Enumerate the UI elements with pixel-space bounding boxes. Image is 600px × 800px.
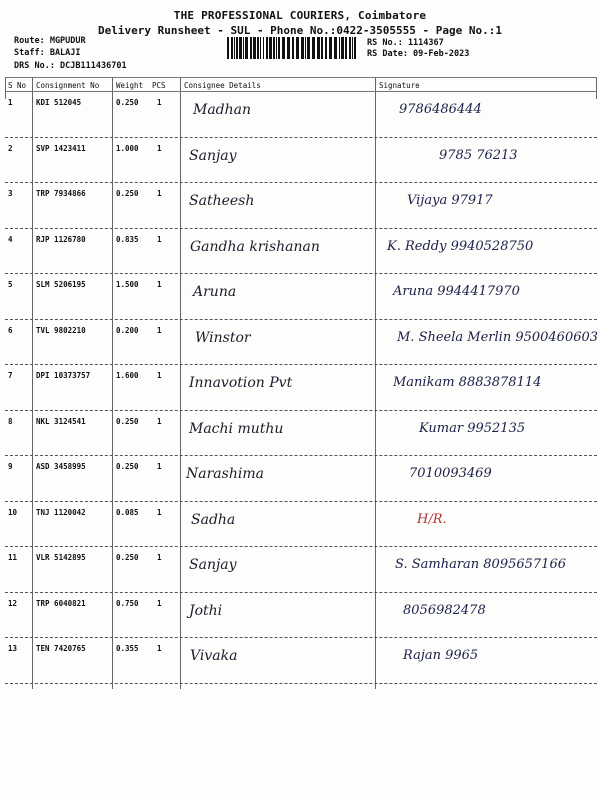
row-consignment-no: KDI 512045 bbox=[36, 98, 82, 107]
row-consignment-no: TNJ 1120042 bbox=[36, 507, 86, 517]
row-consignment-no: TEN 7420765 bbox=[36, 644, 86, 653]
barcode-bar bbox=[334, 37, 337, 59]
row-sno: 1 bbox=[8, 98, 13, 107]
runsheet-title: THE PROFESSIONAL COURIERS, Coimbatore bbox=[173, 9, 427, 22]
row-signature: 9785 76213 bbox=[439, 147, 518, 163]
row-consignee: Narashima bbox=[186, 466, 264, 482]
barcode-bar bbox=[234, 37, 235, 59]
row-weight: 1.500 bbox=[116, 280, 139, 289]
barcode-bar bbox=[341, 37, 344, 59]
row-divider bbox=[5, 364, 597, 365]
row-divider bbox=[5, 592, 597, 593]
drs-number: DRS No.: DCJB111436701 bbox=[14, 61, 127, 71]
row-sno: 6 bbox=[8, 325, 13, 335]
row-pcs: 1 bbox=[157, 325, 162, 335]
row-consignment-no: NKL 3124541 bbox=[36, 416, 86, 426]
row-sno: 7 bbox=[8, 371, 13, 380]
row-divider bbox=[5, 410, 597, 411]
barcode-bar bbox=[287, 37, 290, 59]
barcode-bar bbox=[321, 37, 323, 59]
barcode-bar bbox=[345, 37, 347, 59]
row-pcs: 1 bbox=[157, 280, 162, 289]
row-weight: 0.250 bbox=[116, 462, 139, 471]
row-consignee: Sanjay bbox=[189, 147, 237, 164]
barcode-bar bbox=[325, 37, 327, 59]
row-pcs: 1 bbox=[157, 234, 162, 244]
row-sno: 12 bbox=[8, 598, 18, 608]
row-sno: 2 bbox=[8, 143, 13, 153]
row-weight: 0.250 bbox=[116, 416, 139, 426]
row-consignment-no: DPI 10373757 bbox=[36, 371, 91, 380]
row-divider bbox=[5, 273, 597, 274]
barcode-bar bbox=[257, 37, 259, 59]
row-consignee: Jothi bbox=[189, 602, 223, 619]
row-weight: 0.835 bbox=[116, 234, 139, 244]
barcode-bar bbox=[263, 37, 264, 59]
row-consignee: Innavotion Pvt bbox=[189, 375, 293, 391]
row-sno: 5 bbox=[8, 280, 13, 289]
rs-date: RS Date: 09-Feb-2023 bbox=[367, 49, 470, 59]
row-pcs: 1 bbox=[157, 189, 162, 198]
row-pcs: 1 bbox=[157, 644, 162, 653]
row-signature: M. Sheela Merlin 9500460603 bbox=[397, 329, 599, 345]
row-signature: 8056982478 bbox=[403, 602, 486, 618]
barcode-bar bbox=[278, 37, 280, 59]
barcode-bar bbox=[329, 37, 332, 59]
barcode-bar bbox=[250, 37, 252, 59]
barcode-bar bbox=[253, 37, 256, 59]
barcode-bar bbox=[245, 37, 248, 59]
barcode-bar bbox=[266, 37, 268, 59]
col-sno: S No bbox=[8, 81, 27, 90]
row-consignee: Sadha bbox=[191, 511, 236, 528]
row-signature: Kumar 9952135 bbox=[419, 420, 526, 436]
row-consignee: Satheesh bbox=[189, 193, 255, 209]
barcode-bar bbox=[243, 37, 244, 59]
barcode-bar bbox=[352, 37, 353, 59]
barcode-bar bbox=[301, 37, 304, 59]
row-weight: 1.000 bbox=[116, 143, 139, 153]
barcode-image bbox=[227, 37, 357, 59]
barcode-bar bbox=[317, 37, 320, 59]
barcode-bar bbox=[276, 37, 277, 59]
row-consignee: Vivaka bbox=[190, 648, 238, 664]
row-sno: 10 bbox=[8, 507, 18, 517]
row-sno: 13 bbox=[8, 644, 18, 653]
row-sno: 4 bbox=[8, 234, 13, 244]
row-divider bbox=[5, 228, 597, 229]
row-pcs: 1 bbox=[157, 416, 162, 426]
row-divider bbox=[5, 683, 597, 684]
row-signature: H/R. bbox=[417, 511, 447, 527]
barcode-bar bbox=[269, 37, 272, 59]
row-divider bbox=[5, 137, 597, 138]
col-consignee: Consignee Details bbox=[184, 81, 261, 90]
row-signature: Manikam 8883878114 bbox=[393, 375, 542, 390]
rs-number: RS No.: 1114367 bbox=[367, 38, 444, 48]
row-consignee: Aruna bbox=[193, 284, 237, 300]
row-pcs: 1 bbox=[157, 598, 162, 608]
row-weight: 0.250 bbox=[116, 189, 139, 198]
row-weight: 0.250 bbox=[116, 553, 139, 562]
row-divider bbox=[5, 182, 597, 183]
row-pcs: 1 bbox=[157, 462, 162, 471]
row-signature: 7010093469 bbox=[409, 466, 492, 481]
row-sno: 9 bbox=[8, 462, 13, 471]
barcode-bar bbox=[339, 37, 340, 59]
row-weight: 1.600 bbox=[116, 371, 139, 380]
row-consignment-no: RJP 1126780 bbox=[36, 234, 86, 244]
row-signature: 9786486444 bbox=[399, 102, 482, 117]
row-weight: 0.085 bbox=[116, 507, 139, 517]
barcode-bar bbox=[349, 37, 351, 59]
barcode-bar bbox=[260, 37, 261, 59]
row-weight: 0.355 bbox=[116, 644, 139, 653]
row-divider bbox=[5, 637, 597, 638]
barcode-bar bbox=[227, 37, 229, 59]
barcode-bar bbox=[305, 37, 306, 59]
col-signature: Signature bbox=[379, 81, 420, 90]
row-weight: 0.200 bbox=[116, 325, 139, 335]
row-divider bbox=[5, 319, 597, 320]
col-weight: Weight bbox=[116, 81, 144, 90]
row-weight: 0.250 bbox=[116, 98, 139, 107]
barcode-bar bbox=[273, 37, 275, 59]
row-signature: K. Reddy 9940528750 bbox=[387, 238, 534, 254]
row-signature: S. Samharan 8095657166 bbox=[395, 557, 566, 572]
row-consignment-no: TVL 9802210 bbox=[36, 325, 86, 335]
row-consignee: Sanjay bbox=[189, 557, 237, 573]
barcode-bar bbox=[239, 37, 242, 59]
barcode-bar bbox=[354, 37, 356, 59]
row-consignee: Gandha krishanan bbox=[190, 238, 320, 255]
barcode-bar bbox=[292, 37, 294, 59]
row-pcs: 1 bbox=[157, 507, 162, 517]
row-divider bbox=[5, 546, 597, 547]
row-signature: Rajan 9965 bbox=[403, 648, 479, 663]
barcode-bar bbox=[236, 37, 238, 59]
row-consignment-no: SLM 5206195 bbox=[36, 280, 86, 289]
row-consignment-no: TRP 7934866 bbox=[36, 189, 86, 198]
row-weight: 0.750 bbox=[116, 598, 139, 608]
row-divider bbox=[5, 501, 597, 502]
barcode-bar bbox=[312, 37, 315, 59]
barcode-bar bbox=[307, 37, 310, 59]
row-divider bbox=[5, 455, 597, 456]
barcode-bar bbox=[296, 37, 299, 59]
row-pcs: 1 bbox=[157, 553, 162, 562]
row-consignee: Madhan bbox=[193, 102, 252, 118]
row-pcs: 1 bbox=[157, 98, 162, 107]
row-consignment-no: TRP 6040821 bbox=[36, 598, 86, 608]
row-signature: Aruna 9944417970 bbox=[393, 284, 520, 299]
row-pcs: 1 bbox=[157, 371, 162, 380]
row-pcs: 1 bbox=[157, 143, 162, 153]
col-pcs: PCS bbox=[152, 81, 166, 90]
runsheet-table bbox=[5, 77, 597, 689]
row-sno: 3 bbox=[8, 189, 13, 198]
row-consignment-no: VLR 5142895 bbox=[36, 553, 86, 562]
row-consignee: Machi muthu bbox=[189, 420, 284, 437]
col-consignment: Consignment No bbox=[36, 81, 100, 90]
row-consignment-no: SVP 1423411 bbox=[36, 143, 86, 153]
barcode-bar bbox=[231, 37, 233, 59]
row-signature: Vijaya 97917 bbox=[407, 193, 493, 208]
route-label: Route: MGPUDUR bbox=[14, 36, 86, 46]
row-sno: 11 bbox=[8, 553, 18, 562]
barcode-bar bbox=[282, 37, 285, 59]
runsheet-subtitle: Delivery Runsheet - SUL - Phone No.:0422-3505555 - Page No.:1 bbox=[98, 24, 502, 37]
row-consignment-no: ASD 3458995 bbox=[36, 462, 86, 471]
row-sno: 8 bbox=[8, 416, 13, 426]
staff-label: Staff: BALAJI bbox=[14, 48, 81, 58]
row-consignee: Winstor bbox=[195, 329, 251, 346]
